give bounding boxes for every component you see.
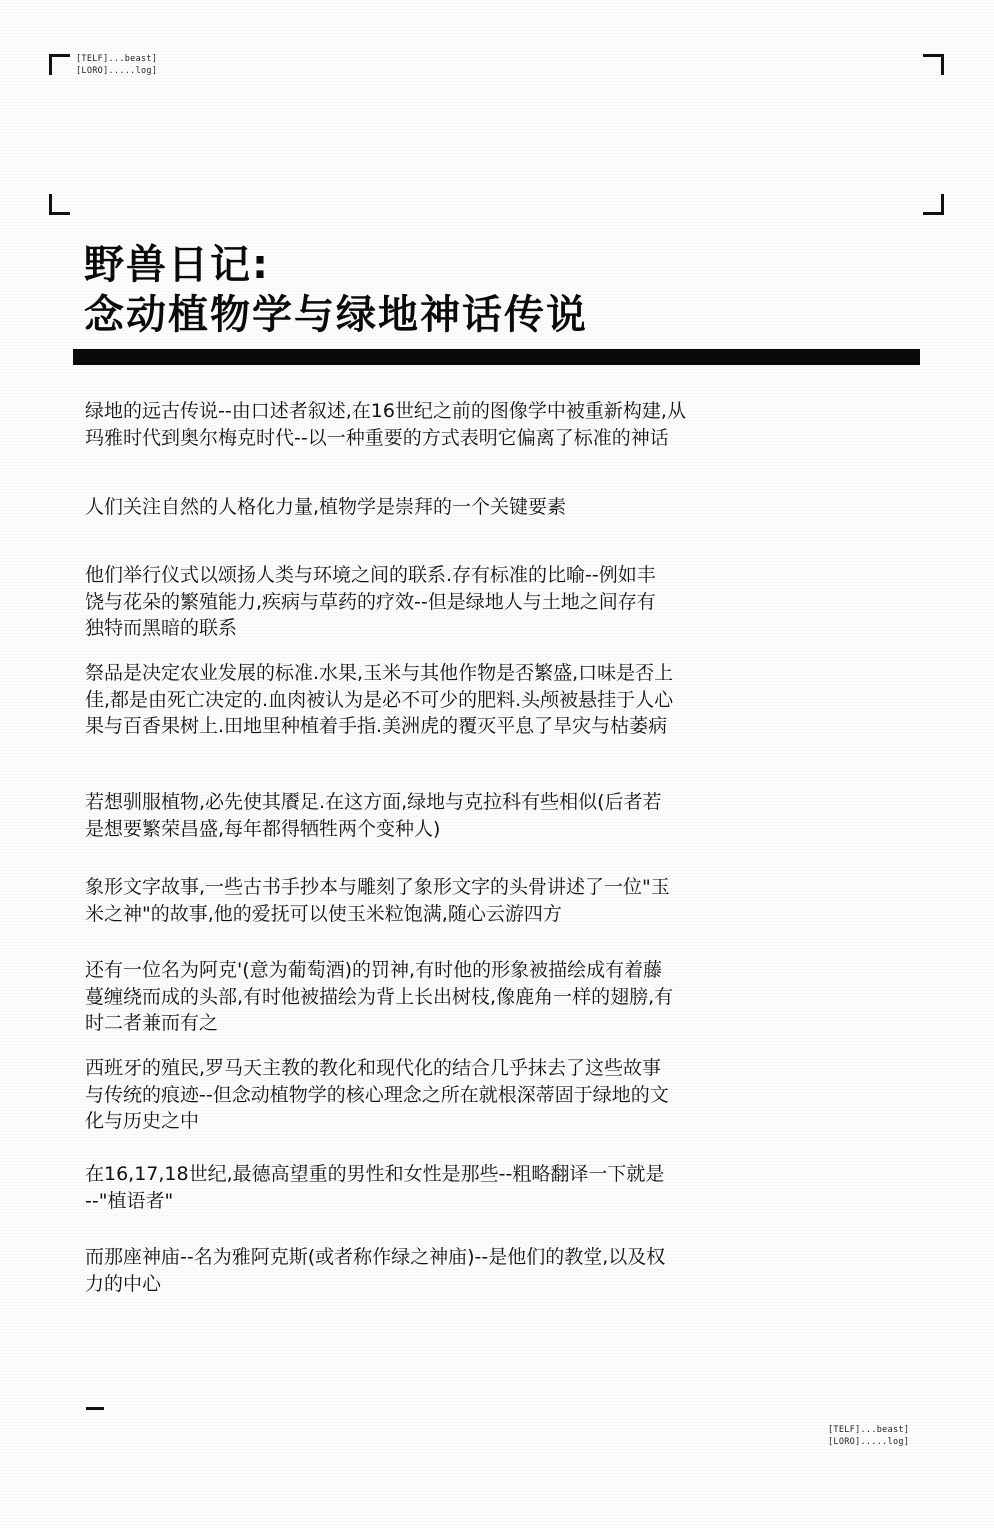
paragraph-6: [85, 874, 725, 927]
paragraph-1: [85, 398, 725, 451]
paragraph-3: [85, 562, 725, 642]
paragraph-7: [85, 957, 725, 1037]
paragraph-line: 而那座神庙--名为雅阿克斯(或者称作绿之神庙)--是他们的教堂,以及权: [85, 1246, 666, 1268]
paragraph-line: 他们举行仪式以颂扬人类与环境之间的联系.存有标准的比喻--例如丰: [85, 564, 656, 586]
paragraph-line: 还有一位名为阿克'(意为葡萄酒)的罚神,有时他的形象被描绘成有着藤: [85, 959, 663, 981]
paragraph-line: --"植语者": [85, 1189, 174, 1212]
paragraph-line: 独特而黑暗的联系: [85, 617, 238, 639]
header-tag-line-1: [TELF]...beast]: [76, 54, 158, 64]
paragraph-line: 象形文字故事,一些古书手抄本与雕刻了象形文字的头骨讲述了一位"玉: [85, 876, 670, 898]
footer-tag: [828, 1424, 909, 1448]
paragraph-9: [85, 1161, 725, 1214]
corner-bracket-top-right: [923, 54, 944, 75]
paragraph-line: 若想驯服植物,必先使其餍足.在这方面,绿地与克拉科有些相似(后者若: [85, 791, 662, 813]
paragraph-line: 化与历史之中: [85, 1110, 200, 1132]
page-title-line-1: 野兽日记:: [84, 242, 270, 288]
footer-dash-mark: [86, 1407, 104, 1410]
corner-bracket-top-left: [49, 54, 70, 75]
paragraph-line: 是想要繁荣昌盛,每年都得牺牲两个变种人): [85, 817, 441, 840]
header-tag: [76, 53, 157, 77]
paragraph-line: 西班牙的殖民,罗马天主教的教化和现代化的结合几乎抹去了这些故事: [85, 1057, 662, 1079]
paragraph-4: [85, 660, 725, 740]
paragraph-line: 时二者兼而有之: [85, 1012, 219, 1034]
paragraph-line: 米之神"的故事,他的爱抚可以使玉米粒饱满,随心云游四方: [85, 902, 562, 925]
paragraph-line: 绿地的远古传说--由口述者叙述,在16世纪之前的图像学中被重新构建,从: [85, 400, 686, 422]
footer-tag-line-2: [LORO].....log]: [828, 1437, 910, 1447]
paragraph-8: [85, 1055, 725, 1135]
paragraph-2: [85, 494, 725, 521]
paragraph-line: 人们关注自然的人格化力量,植物学是崇拜的一个关键要素: [85, 496, 567, 518]
paragraph-line: 饶与花朵的繁殖能力,疾病与草药的疗效--但是绿地人与土地之间存有: [85, 590, 656, 613]
paragraph-10: [85, 1244, 725, 1297]
paragraph-line: 祭品是决定农业发展的标准.水果,玉米与其他作物是否繁盛,口味是否上: [85, 662, 674, 684]
paragraph-5: [85, 789, 725, 842]
page-title: [84, 240, 588, 340]
page-title-line-2: 念动植物学与绿地神话传说: [84, 292, 588, 338]
paragraph-line: 玛雅时代到奥尔梅克时代--以一种重要的方式表明它偏离了标准的神话: [85, 426, 669, 449]
title-divider-bar: [73, 349, 920, 365]
paragraph-line: 蔓缠绕而成的头部,有时他被描绘为背上长出树枝,像鹿角一样的翅膀,有: [85, 985, 674, 1008]
paragraph-line: 力的中心: [85, 1272, 162, 1295]
paragraph-line: 果与百香果树上.田地里种植着手指.美洲虎的覆灭平息了旱灾与枯萎病: [85, 715, 668, 737]
corner-bracket-bottom-left: [49, 194, 70, 215]
header-tag-line-2: [LORO].....log]: [76, 66, 158, 76]
corner-bracket-bottom-right: [923, 194, 944, 215]
paragraph-line: 在16,17,18世纪,最德高望重的男性和女性是那些--粗略翻译一下就是: [85, 1163, 665, 1185]
paragraph-line: 与传统的痕迹--但念动植物学的核心理念之所在就根深蒂固于绿地的文: [85, 1083, 669, 1106]
paragraph-line: 佳,都是由死亡决定的.血肉被认为是必不可少的肥料.头颅被悬挂于人心: [85, 688, 674, 711]
footer-tag-line-1: [TELF]...beast]: [828, 1425, 910, 1435]
